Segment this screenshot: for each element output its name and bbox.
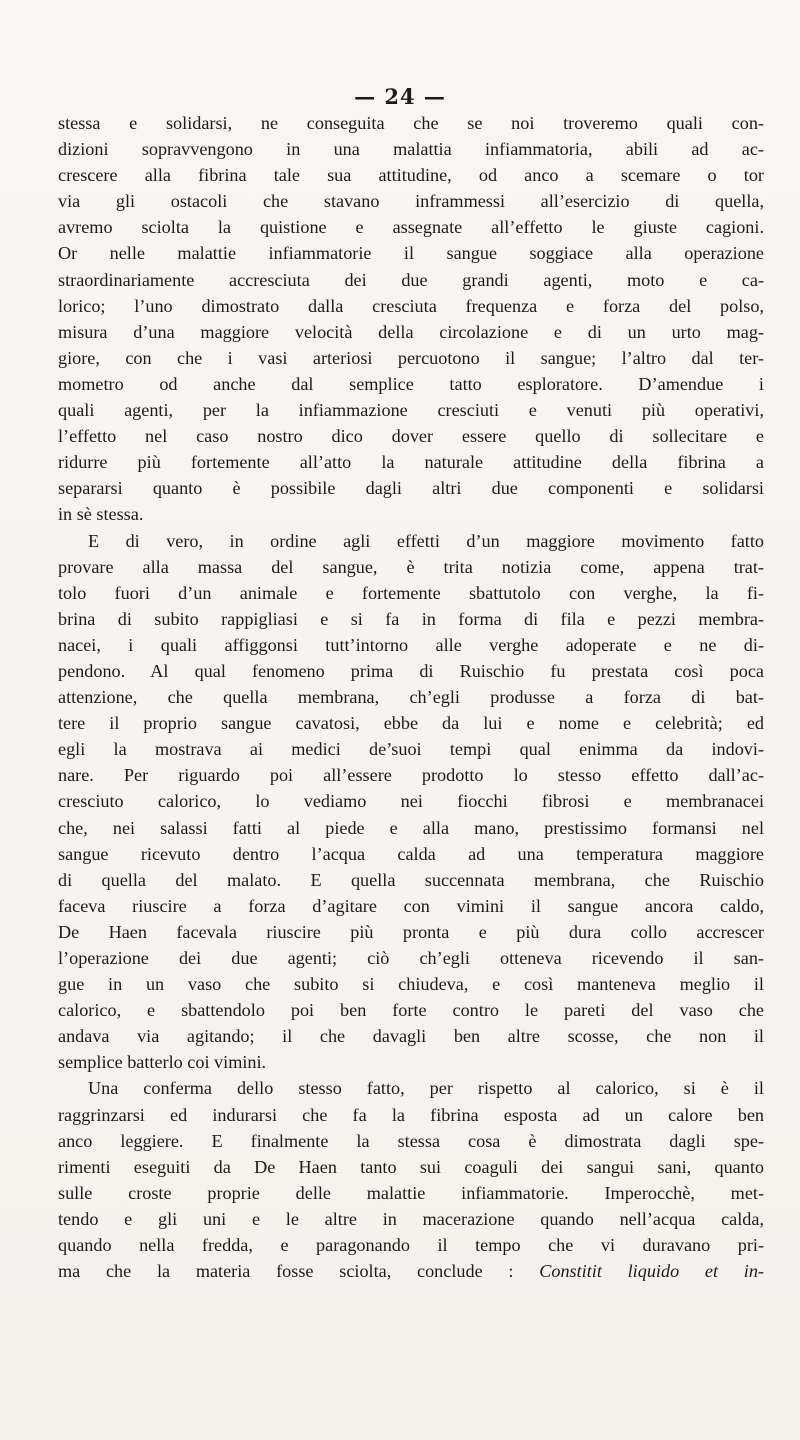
text-line: misura d’una maggiore velocità della circolazione e di un urto mag- <box>58 321 764 342</box>
text-line: attenzione, che quella membrana, ch’egli produsse a forza di bat- <box>58 687 764 708</box>
text-line: Una conferma dello stesso fatto, per rispetto al calorico, si è il <box>88 1078 764 1099</box>
text-line: quali agenti, per la infiammazione cresciuti e venuti più operativi, <box>58 400 764 421</box>
text-line: stessa e solidarsi, ne conseguita che se noi troveremo quali con- <box>58 113 764 133</box>
final-line-start: ma che la materia fosse sciolta, conclude : <box>58 1261 540 1282</box>
latin-quotation: Constitit liquido et in- <box>539 1261 764 1282</box>
text-line: l’effetto nel caso nostro dico dover essere quello di sollecitare e <box>58 426 764 447</box>
text-line: sangue ricevuto dentro l’acqua calda ad una temperatura maggiore <box>58 843 764 864</box>
text-line: straordinariamente accresciuta dei due grandi agenti, moto e ca- <box>58 269 764 290</box>
text-line: cresciuto calorico, lo vediamo nei fiocchi fibrosi e membranacei <box>58 791 764 812</box>
last-line-container <box>58 1258 764 1284</box>
text-line: semplice batterlo coi vimini. <box>58 1052 267 1073</box>
text-line: pendono. Al qual fenomeno prima di Ruischio fu prestata così poca <box>58 660 764 681</box>
text-line: faceva riuscire a forza d’agitare con vimini il sangue ancora caldo, <box>58 895 764 916</box>
text-line: andava via agitando; il che davagli ben altre scosse, che non il <box>58 1026 764 1047</box>
text-line: nacei, i quali affiggonsi tutt’intorno alle verghe adoperate e ne di- <box>58 634 764 655</box>
text-line: quando nella fredda, e paragonando il tempo che vi duravano pri- <box>58 1235 764 1256</box>
text-line: via gli ostacoli che stavano inframmessi all’esercizio di quella, <box>58 191 764 212</box>
text-line: Or nelle malattie infiammatorie il sangue soggiace alla operazione <box>58 243 764 264</box>
text-line: gue in un vaso che subito si chiudeva, e così manteneva meglio il <box>58 974 764 995</box>
text-line: dizioni sopravvengono in una malattia infiammatoria, abili ad ac- <box>58 139 764 160</box>
text-line: rimenti eseguiti da De Haen tanto sui coaguli dei sangui sani, quanto <box>58 1156 764 1177</box>
text-line: ridurre più fortemente all’atto la naturale attitudine della fibrina a <box>58 452 764 473</box>
text-line: De Haen facevala riuscire più pronta e più dura collo accrescer <box>58 921 764 942</box>
body-text <box>58 110 764 1258</box>
text-line: calorico, e sbattendolo poi ben forte contro le pareti del vaso che <box>58 1000 764 1021</box>
text-line-final <box>58 1258 764 1284</box>
text-line: provare alla massa del sangue, è trita notizia come, appena trat- <box>58 556 764 577</box>
text-line: brina di subito rappigliasi e si fa in forma di fila e pezzi membra- <box>58 608 764 629</box>
text-line: tere il proprio sangue cavatosi, ebbe da lui e nome e celebrità; ed <box>58 713 764 734</box>
text-line: crescere alla fibrina tale sua attitudine, od anco a scemare o tor <box>58 165 764 186</box>
text-line: giore, con che i vasi arteriosi percuotono il sangue; l’altro dal ter- <box>58 347 764 368</box>
text-line: separarsi quanto è possibile dagli altri due componenti e solidarsi <box>58 478 764 499</box>
text-line: egli la mostrava ai medici de’suoi tempi qual enimma da indovi- <box>58 739 764 760</box>
text-line: nare. Per riguardo poi all’essere prodotto lo stesso effetto dall’ac- <box>58 765 764 786</box>
text-line: raggrinzarsi ed indurarsi che fa la fibrina esposta ad un calore ben <box>58 1104 764 1125</box>
text-line: l’operazione dei due agenti; ciò ch’egli otteneva ricevendo il san- <box>58 948 764 968</box>
text-line: in sè stessa. <box>58 504 144 525</box>
text-line: mometro od anche dal semplice tatto esploratore. D’amendue i <box>58 373 764 394</box>
text-line: E di vero, in ordine agli effetti d’un maggiore movimento fatto <box>88 530 764 551</box>
text-line: lorico; l’uno dimostrato dalla cresciuta frequenza e forza del polso, <box>58 295 764 316</box>
text-line: tendo e gli uni e le altre in macerazione quando nell’acqua calda, <box>58 1208 764 1229</box>
text-line: sulle croste proprie delle malattie infiammatorie. Imperocchè, met- <box>58 1182 764 1203</box>
text-line: che, nei salassi fatti al piede e alla mano, prestissimo formansi nel <box>58 817 764 838</box>
text-line: di quella del malato. E quella succennata membrana, che Ruischio <box>58 869 764 890</box>
text-line: anco leggiere. E finalmente la stessa cosa è dimostrata dagli spe- <box>58 1130 764 1151</box>
text-line: tolo fuori d’un animale e fortemente sbattutolo con verghe, la fi- <box>58 582 764 603</box>
page-number: — 24 — <box>354 84 446 109</box>
text-line: avremo sciolta la quistione e assegnate all’effetto le giuste cagioni. <box>58 217 764 238</box>
